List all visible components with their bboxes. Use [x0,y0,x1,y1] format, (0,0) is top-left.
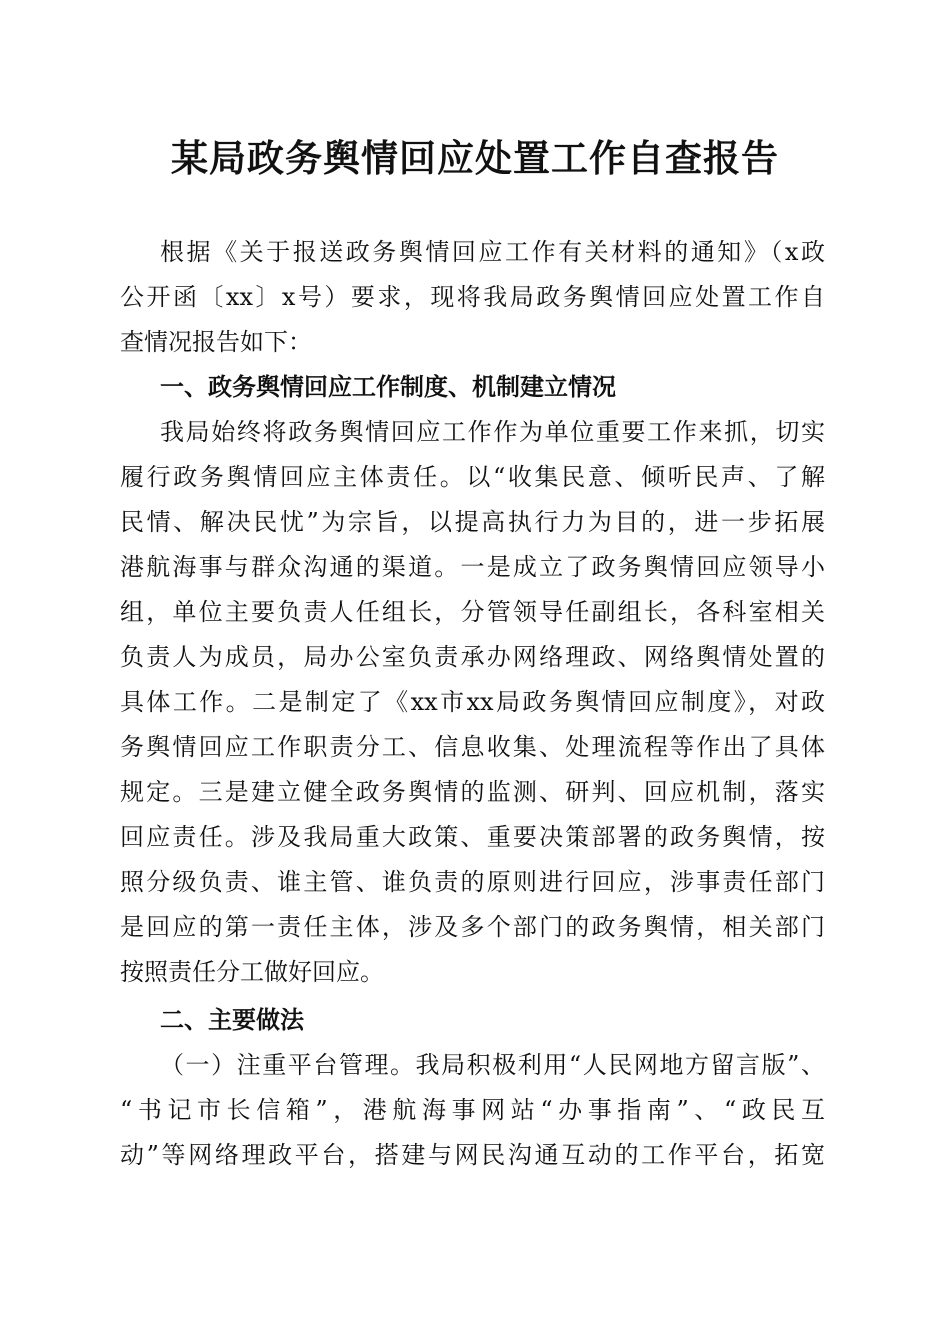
section2-line-3: 动”等网络理政平台，搭建与网民沟通互动的工作平台，拓宽 [120,1141,825,1169]
section1-line-9: 规定。三是建立健全政务舆情的监测、研判、回应机制，落实 [120,778,825,806]
section2-line-2: “书记市长信箱”，港航海事网站“办事指南”、“政民互 [120,1096,825,1124]
section1-line-7: 具体工作。二是制定了《xx市xx局政务舆情回应制度》，对政 [120,688,825,716]
section1-heading: 一、政务舆情回应工作制度、机制建立情况 [160,373,616,401]
section1-line-1: 我局始终将政务舆情回应工作作为单位重要工作来抓，切实 [160,418,825,446]
intro-line-2: 公开函〔xx〕x号）要求，现将我局政务舆情回应处置工作自 [120,283,825,311]
intro-line-3: 查情况报告如下： [120,328,312,356]
section1-line-3: 民情、解决民忧”为宗旨，以提高执行力为目的，进一步拓展 [120,508,825,536]
section1-line-13: 按照责任分工做好回应。 [120,958,384,986]
document-title: 某局政务舆情回应处置工作自查报告 [171,136,779,180]
section2-heading: 二、主要做法 [160,1006,304,1034]
section1-line-6: 负责人为成员，局办公室负责承办网络理政、网络舆情处置的 [120,643,825,671]
section1-line-12: 是回应的第一责任主体，涉及多个部门的政务舆情，相关部门 [120,913,825,941]
section1-line-5: 组，单位主要负责人任组长，分管领导任副组长，各科室相关 [120,598,825,626]
section2-line-1: （一）注重平台管理。我局积极利用“人民网地方留言版”、 [160,1051,825,1079]
section1-line-2: 履行政务舆情回应主体责任。以“收集民意、倾听民声、了解 [120,463,825,491]
section1-line-11: 照分级负责、谁主管、谁负责的原则进行回应，涉事责任部门 [120,868,825,896]
section1-line-8: 务舆情回应工作职责分工、信息收集、处理流程等作出了具体 [120,733,825,761]
section1-line-10: 回应责任。涉及我局重大政策、重要决策部署的政务舆情，按 [120,823,825,851]
document-body [120,230,825,1178]
intro-line-1: 根据《关于报送政务舆情回应工作有关材料的通知》（x政 [160,238,825,266]
section1-line-4: 港航海事与群众沟通的渠道。一是成立了政务舆情回应领导小 [120,553,825,581]
